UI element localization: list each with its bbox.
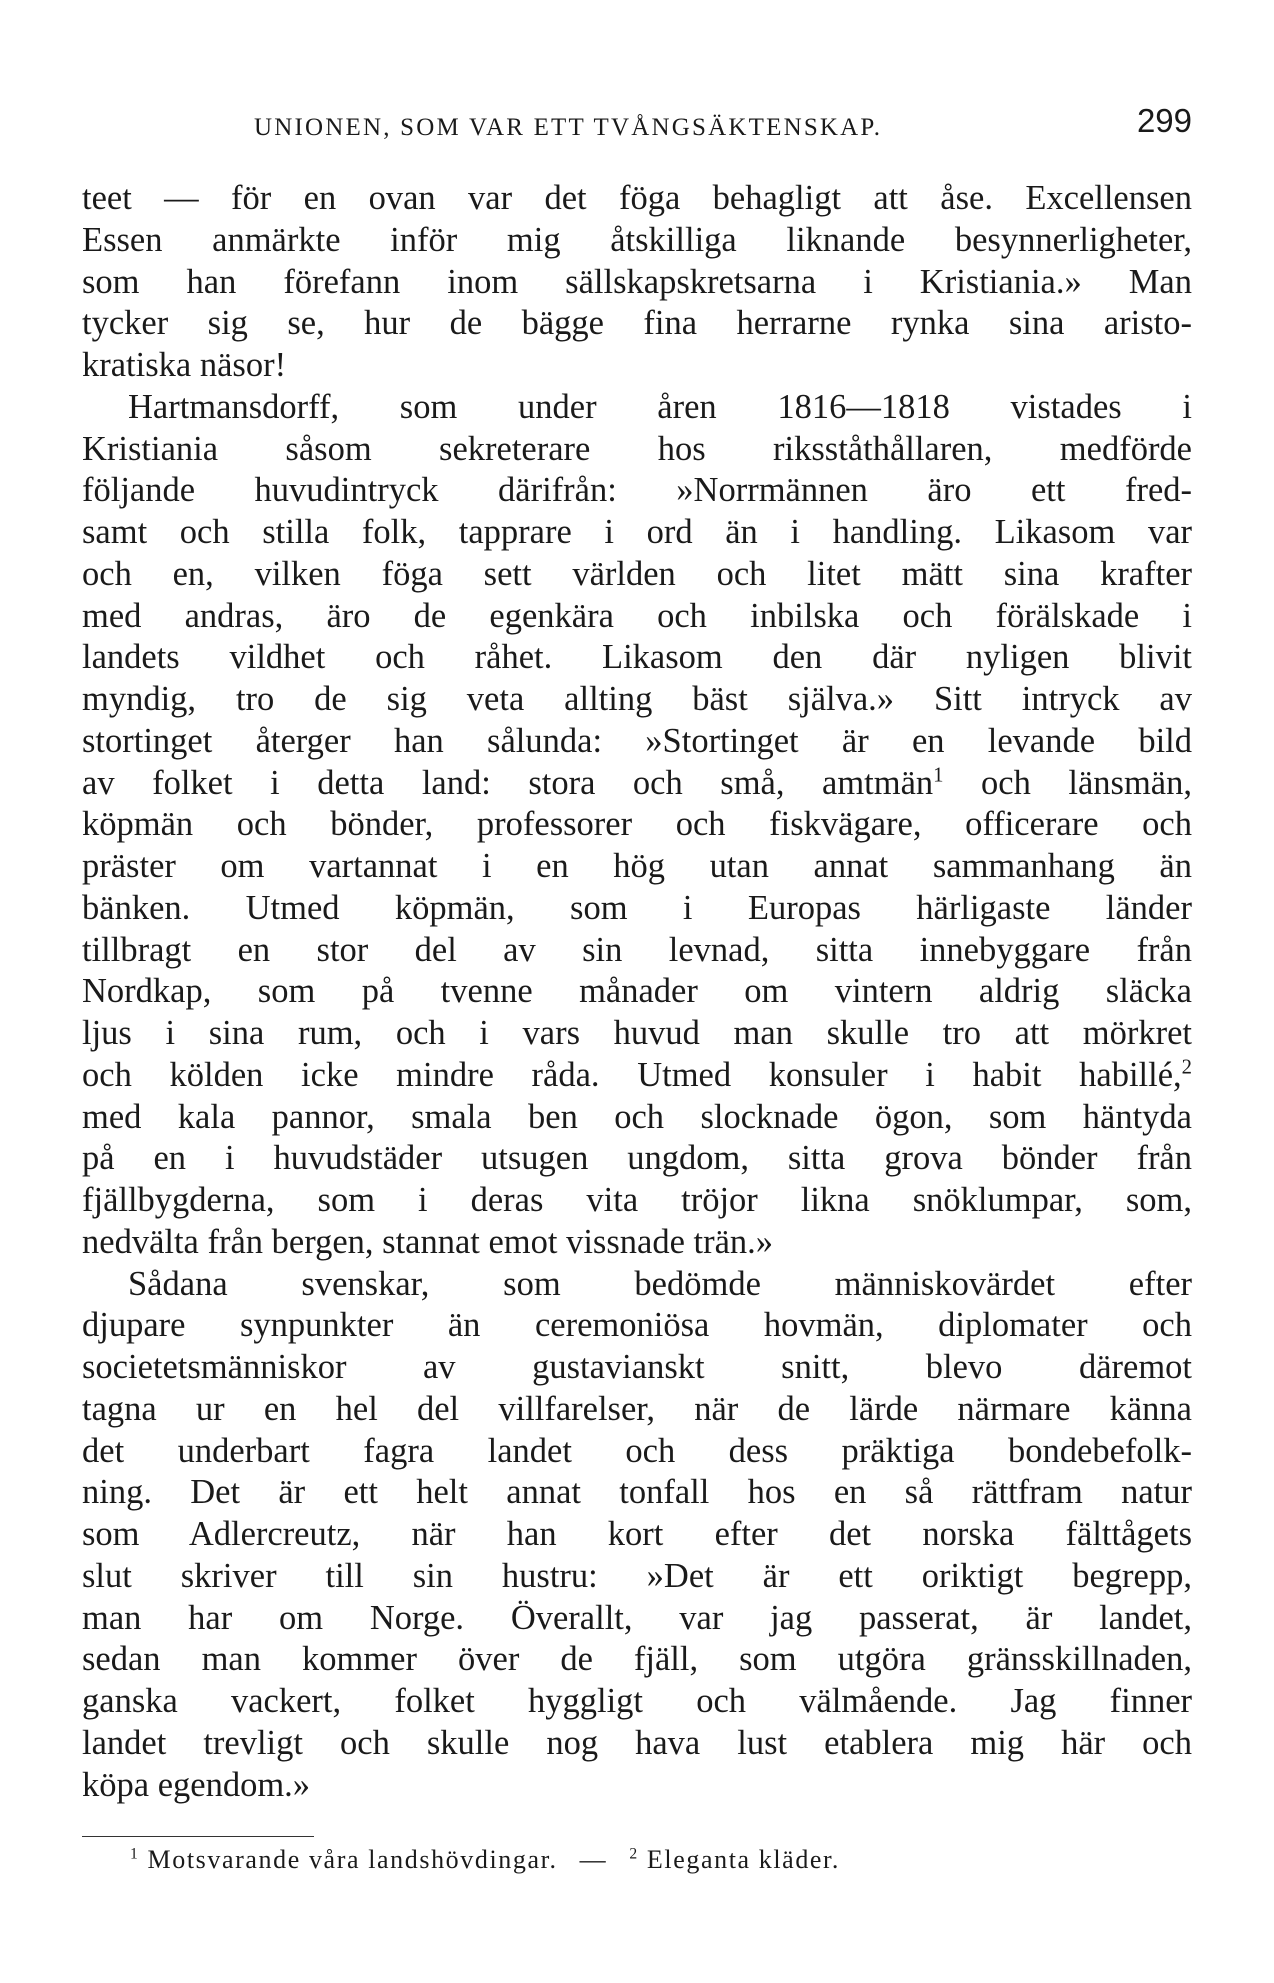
text-line: samt och stilla folk, tapprare i ord än i handling. Likasom var — [82, 513, 1192, 551]
text-line: ljus i sina rum, och i vars huvud man skulle tro att mörkret — [82, 1014, 1192, 1052]
footnote-divider — [82, 1836, 314, 1837]
footnote-1-text: Motsvarande våra landshövdingar. — [147, 1845, 558, 1874]
text-line: präster om vartannat i en hög utan annat sammanhang än — [82, 847, 1192, 885]
text-line-with-footnote — [82, 763, 1192, 805]
text-line-with-footnote — [82, 1055, 1192, 1097]
footnote-marker-2: 2 — [629, 1845, 639, 1863]
text-line: stortinget återger han sålunda: »Stortinget är en levande bild — [82, 721, 1192, 760]
text-line: ning. Det är ett helt annat tonfall hos en så rättfram natur — [82, 1473, 1192, 1512]
text-line: societetsmänniskor av gustavianskt snitt, blevo däremot — [82, 1348, 1192, 1386]
running-title: UNIONEN, SOM VAR ETT TVÅNGSÄKTENSKAP. — [254, 114, 883, 141]
text-line: fjällbygderna, som i deras vita tröjor likna snöklumpar, som, — [82, 1181, 1192, 1219]
text-line: bänken. Utmed köpmän, som i Europas härligaste länder — [82, 888, 1192, 927]
text-line: sedan man kommer över de fjäll, som utgöra gränsskillnaden, — [82, 1640, 1192, 1679]
text-line: djupare synpunkter än ceremoniösa hovmän, diplomater och — [82, 1306, 1192, 1345]
text-line: på en i huvudstäder utsugen ungdom, sitta grova bönder från — [82, 1139, 1192, 1178]
text-line: tillbragt en stor del av sin levnad, sitta innebyggare från — [82, 930, 1192, 969]
running-header — [82, 102, 1192, 152]
text-line: ganska vackert, folket hyggligt och välmående. Jag finner — [82, 1682, 1192, 1720]
text-line: teet — för en ovan var det föga behagligt att åse. Excellensen — [82, 179, 1192, 217]
footnote-2-text: Eleganta kläder. — [646, 1845, 840, 1874]
text-line: och en, vilken föga sett världen och litet mätt sina krafter — [82, 554, 1192, 593]
text-line: Nordkap, som på tvenne månader om vintern aldrig släcka — [82, 972, 1192, 1011]
body-text — [82, 178, 1192, 1806]
footnote-separator: — — [579, 1845, 608, 1874]
text-line: med kala pannor, smala ben och slocknade ögon, som häntyda — [82, 1097, 1192, 1136]
line-text: och kölden icke mindre råda. Utmed konsuler i habit habillé, — [82, 1055, 1182, 1094]
text-line: slut skriver till sin hustru: »Det är ett oriktigt begrepp, — [82, 1556, 1192, 1595]
page-number: 299 — [1136, 102, 1192, 139]
text-line: köpmän och bönder, professorer och fiskvägare, officerare och — [82, 805, 1192, 844]
text-line: som han förefann inom sällskapskretsarna i Kristiania.» Man — [82, 262, 1192, 301]
text-line: myndig, tro de sig veta allting bäst själva.» Sitt intryck av — [82, 680, 1192, 718]
text-line: tycker sig se, hur de bägge fina herrarne rynka sina aristo- — [82, 304, 1192, 343]
text-line: Essen anmärkte inför mig åtskilliga liknande besynnerligheter, — [82, 220, 1192, 259]
text-line: landets vildhet och råhet. Likasom den där nyligen blivit — [82, 638, 1192, 677]
text-line: som Adlercreutz, när han kort efter det norska fälttågets — [82, 1515, 1192, 1553]
footnote-ref-1: 1 — [933, 764, 944, 787]
text-line: köpa egendom.» — [82, 1765, 311, 1804]
text-line: tagna ur en hel del villfarelser, när de lärde närmare känna — [82, 1389, 1192, 1428]
text-line: nedvälta från bergen, stannat emot vissnade trän.» — [82, 1222, 774, 1261]
line-text: av folket i detta land: stora och små, amtmän — [82, 763, 934, 802]
paragraph-start-line: Hartmansdorff, som under åren 1816—1818 vistades i — [128, 387, 1192, 426]
footnote-ref-2: 2 — [1181, 1056, 1192, 1079]
text-line: följande huvudintryck därifrån: »Norrmännen äro ett fred- — [82, 471, 1192, 510]
line-text-continued: och länsmän, — [943, 763, 1192, 802]
text-line: landet trevligt och skulle nog hava lust etablera mig här och — [82, 1723, 1192, 1762]
footnote-marker-1: 1 — [130, 1845, 140, 1863]
text-line: det underbart fagra landet och dess präktiga bondebefolk- — [82, 1431, 1192, 1470]
text-line: Kristiania såsom sekreterare hos riksståthållaren, medförde — [82, 429, 1192, 468]
text-line: kratiska näsor! — [82, 346, 287, 384]
text-line: med andras, äro de egenkära och inbilska och förälskade i — [82, 596, 1192, 635]
footnotes — [130, 1842, 840, 1878]
paragraph-start-line: Sådana svenskar, som bedömde människovärdet efter — [128, 1264, 1192, 1303]
text-line: man har om Norge. Överallt, var jag passerat, är landet, — [82, 1598, 1192, 1637]
